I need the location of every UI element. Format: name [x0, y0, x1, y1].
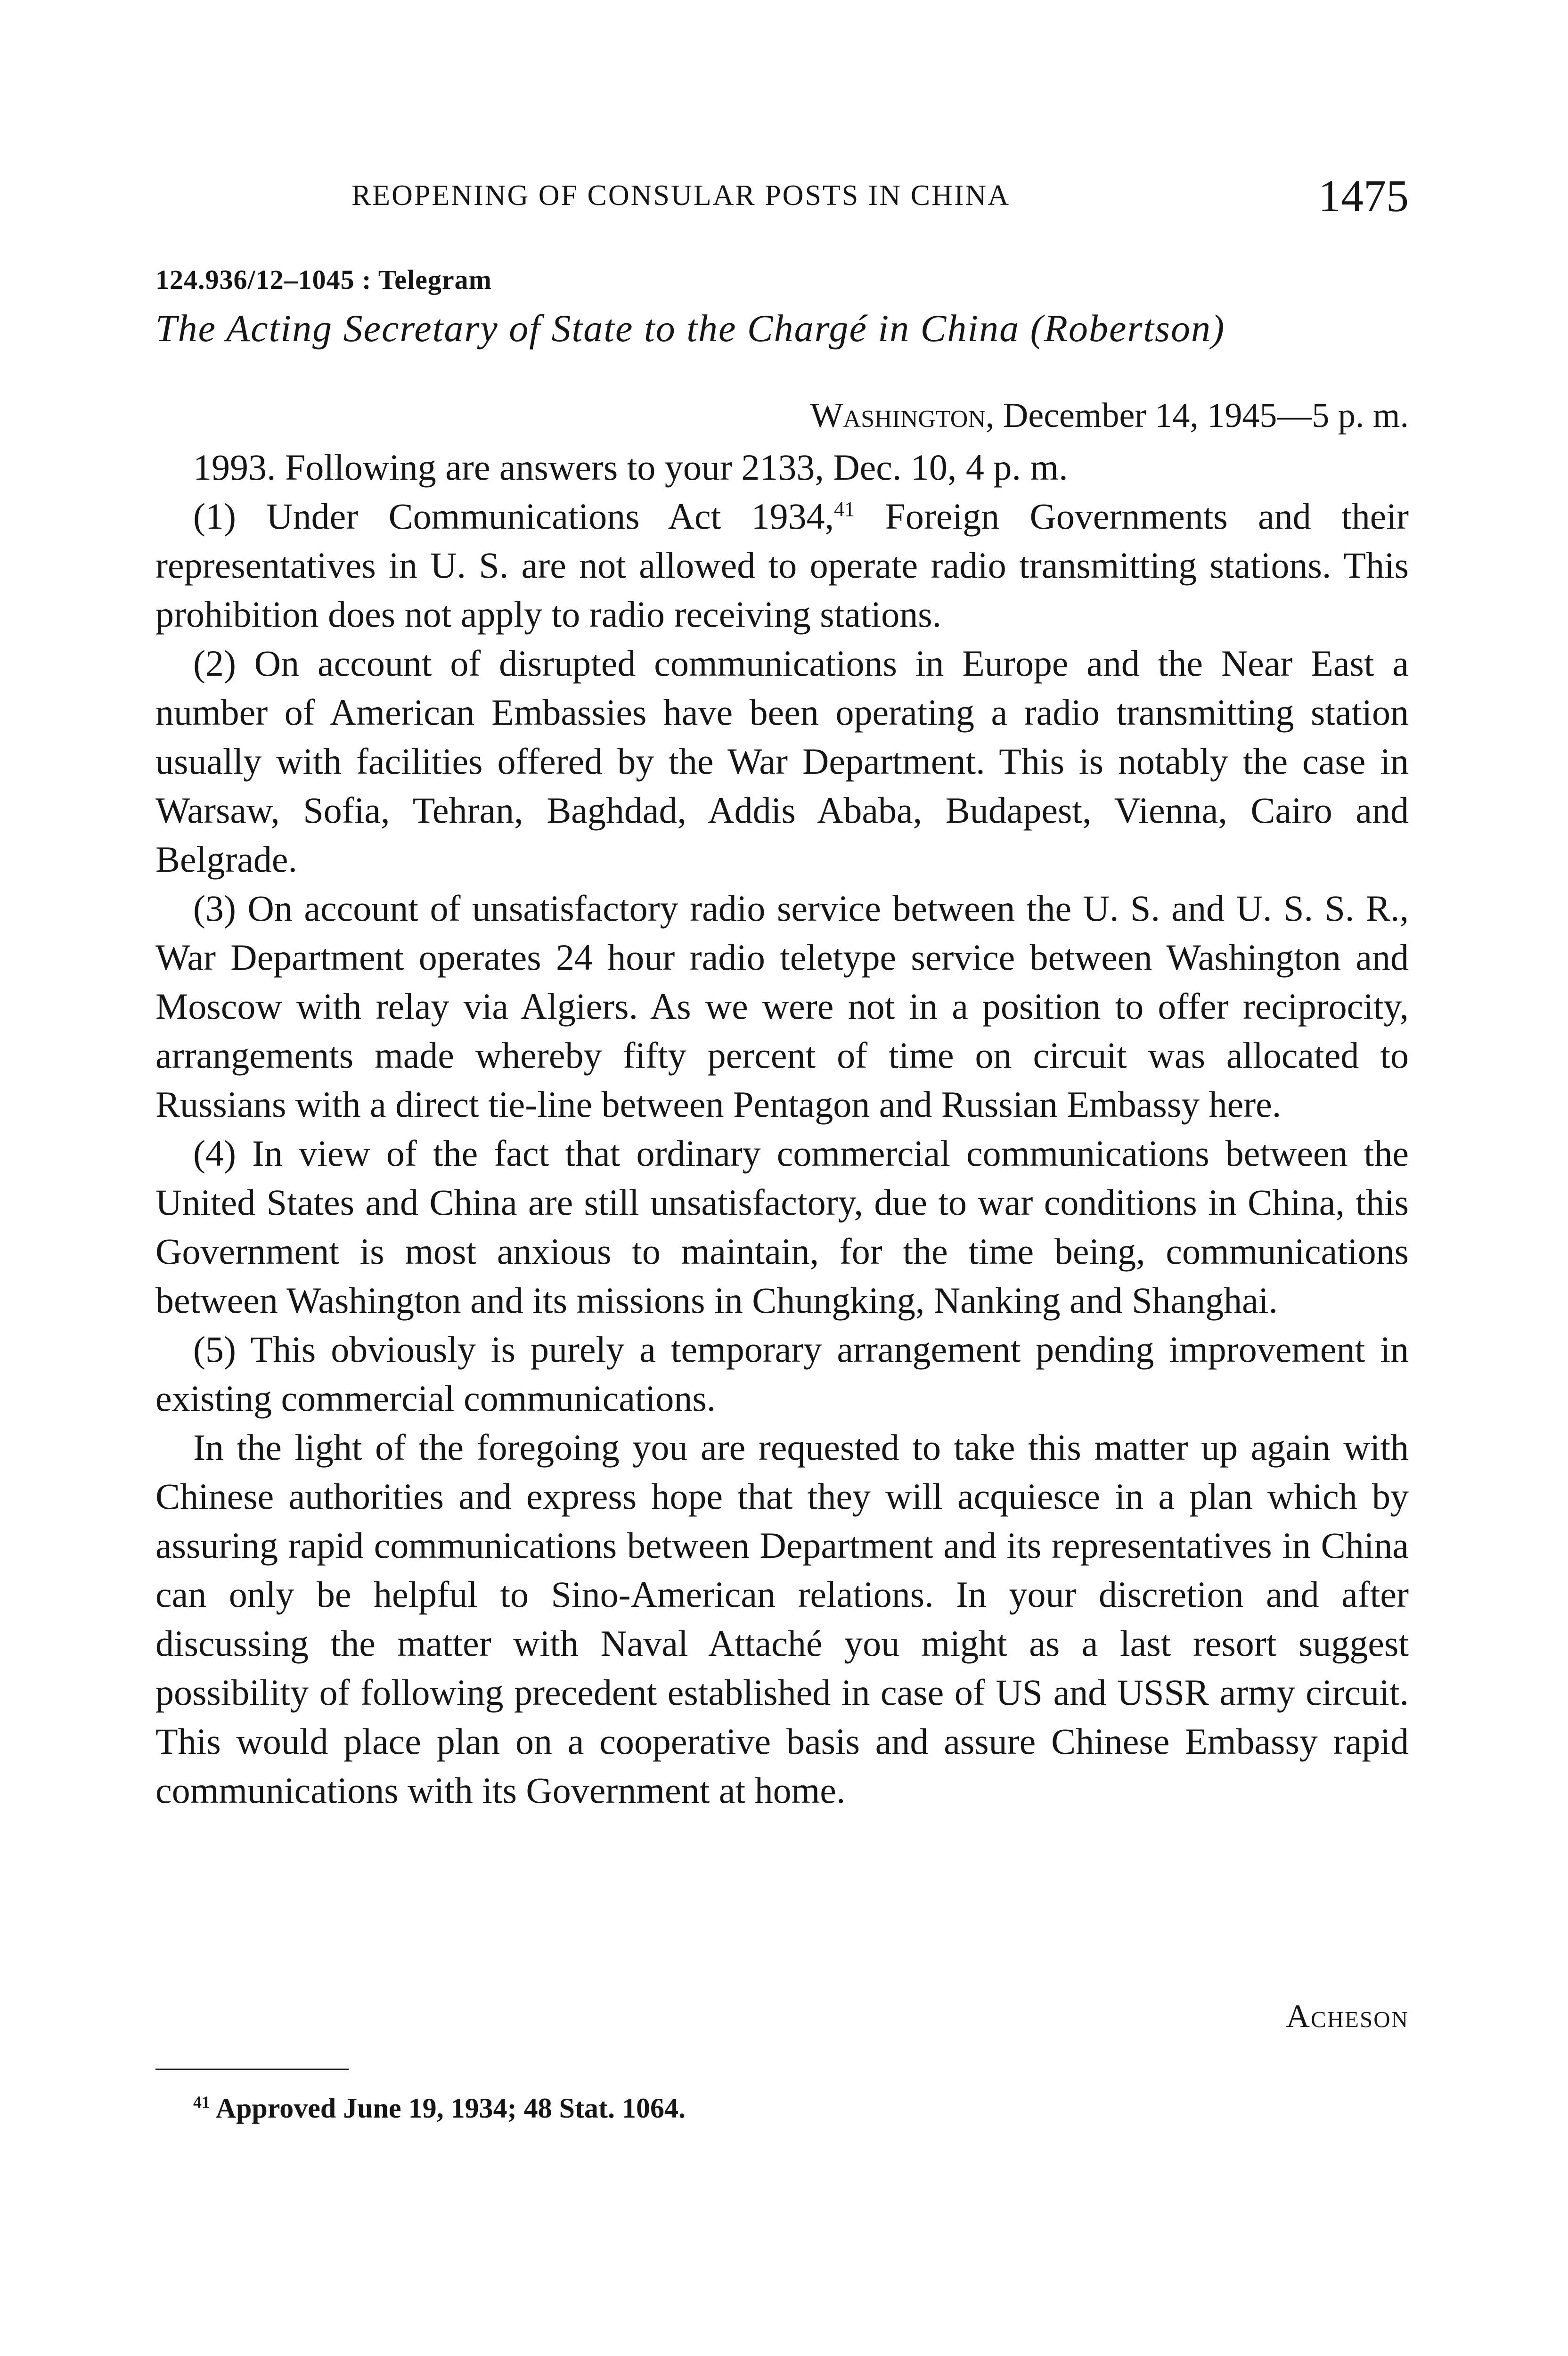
paragraph-6: In the light of the foregoing you are requested to take this matter up again with Chinese authorities and express hope that they will acquiesce in a plan which by assuring rapid communications between Department and its representatives in China can only be helpful to Sino-American relations. In your discretion and after discussing the matter with Naval Attaché you might as a last resort suggest possibility of following precedent established in case of US and USSR army circuit. This would place plan on a cooperative basis and assure Chinese Embassy rapid communications with its Government at home. [155, 1427, 1409, 1811]
page-number: 1475 [1318, 171, 1409, 221]
paragraph-intro: 1993. Following are answers to your 2133, Dec. 10, 4 p. m. [193, 447, 1068, 488]
running-title: REOPENING OF CONSULAR POSTS IN CHINA [351, 180, 1011, 212]
telegram-body [155, 443, 1409, 1815]
footnote-mark: 41 [193, 2093, 210, 2111]
signature: Acheson [1286, 1998, 1409, 2035]
dateline [810, 396, 1409, 436]
document-title: The Acting Secretary of State to the Chargé in China (Robertson) [155, 307, 1225, 350]
document-page [155, 0, 1409, 2356]
paragraph-1-text-start: (1) Under Communications Act 1934, [193, 496, 834, 537]
running-head [155, 170, 1409, 221]
dateline-place: Washington [810, 396, 986, 435]
dateline-date: , December 14, 1945—5 p. m. [985, 396, 1409, 435]
footnote [193, 2092, 686, 2125]
paragraph-2: (2) On account of disrupted communications in Europe and the Near East a number of American Embassies have been operating a radio transmitting station usually with facilities offered by the War Department. This is notably the case in Warsaw, Sofia, Tehran, Baghdad, Addis Ababa, Budapest, Vienna, Cairo and Belgrade. [155, 643, 1409, 880]
footnote-reference[interactable]: 41 [834, 498, 855, 521]
paragraph-3: (3) On account of unsatisfactory radio service between the U. S. and U. S. S. R., War Department operates 24 hour radio teletype service between Washington and Moscow with relay via Algiers. As we were not in a position to offer reciprocity, arrangements made whereby fifty percent of time on circuit was allocated to Russians with a direct tie-line between Pentagon and Russian Embassy here. [155, 888, 1409, 1125]
paragraph-4: (4) In view of the fact that ordinary commercial communications between the United States and China are still unsatisfactory, due to war conditions in China, this Government is most anxious to maintain, for the time being, communications between Washington and its missions in Chungking, Nanking and Shanghai. [155, 1133, 1409, 1321]
file-reference: 124.936/12–1045 : Telegram [155, 264, 492, 295]
footnote-text: Approved June 19, 1934; 48 Stat. 1064. [210, 2093, 686, 2124]
paragraph-5: (5) This obviously is purely a temporary arrangement pending improvement in existing commercial communications. [155, 1329, 1409, 1419]
paragraph-1 [155, 492, 1409, 639]
paragraph-1-text-end: Foreign Governments and their representatives in U. S. are not allowed to operate radio transmitting stations. This prohibition does not apply to radio receiving stations. [155, 496, 1409, 635]
footnote-divider [155, 2069, 349, 2070]
